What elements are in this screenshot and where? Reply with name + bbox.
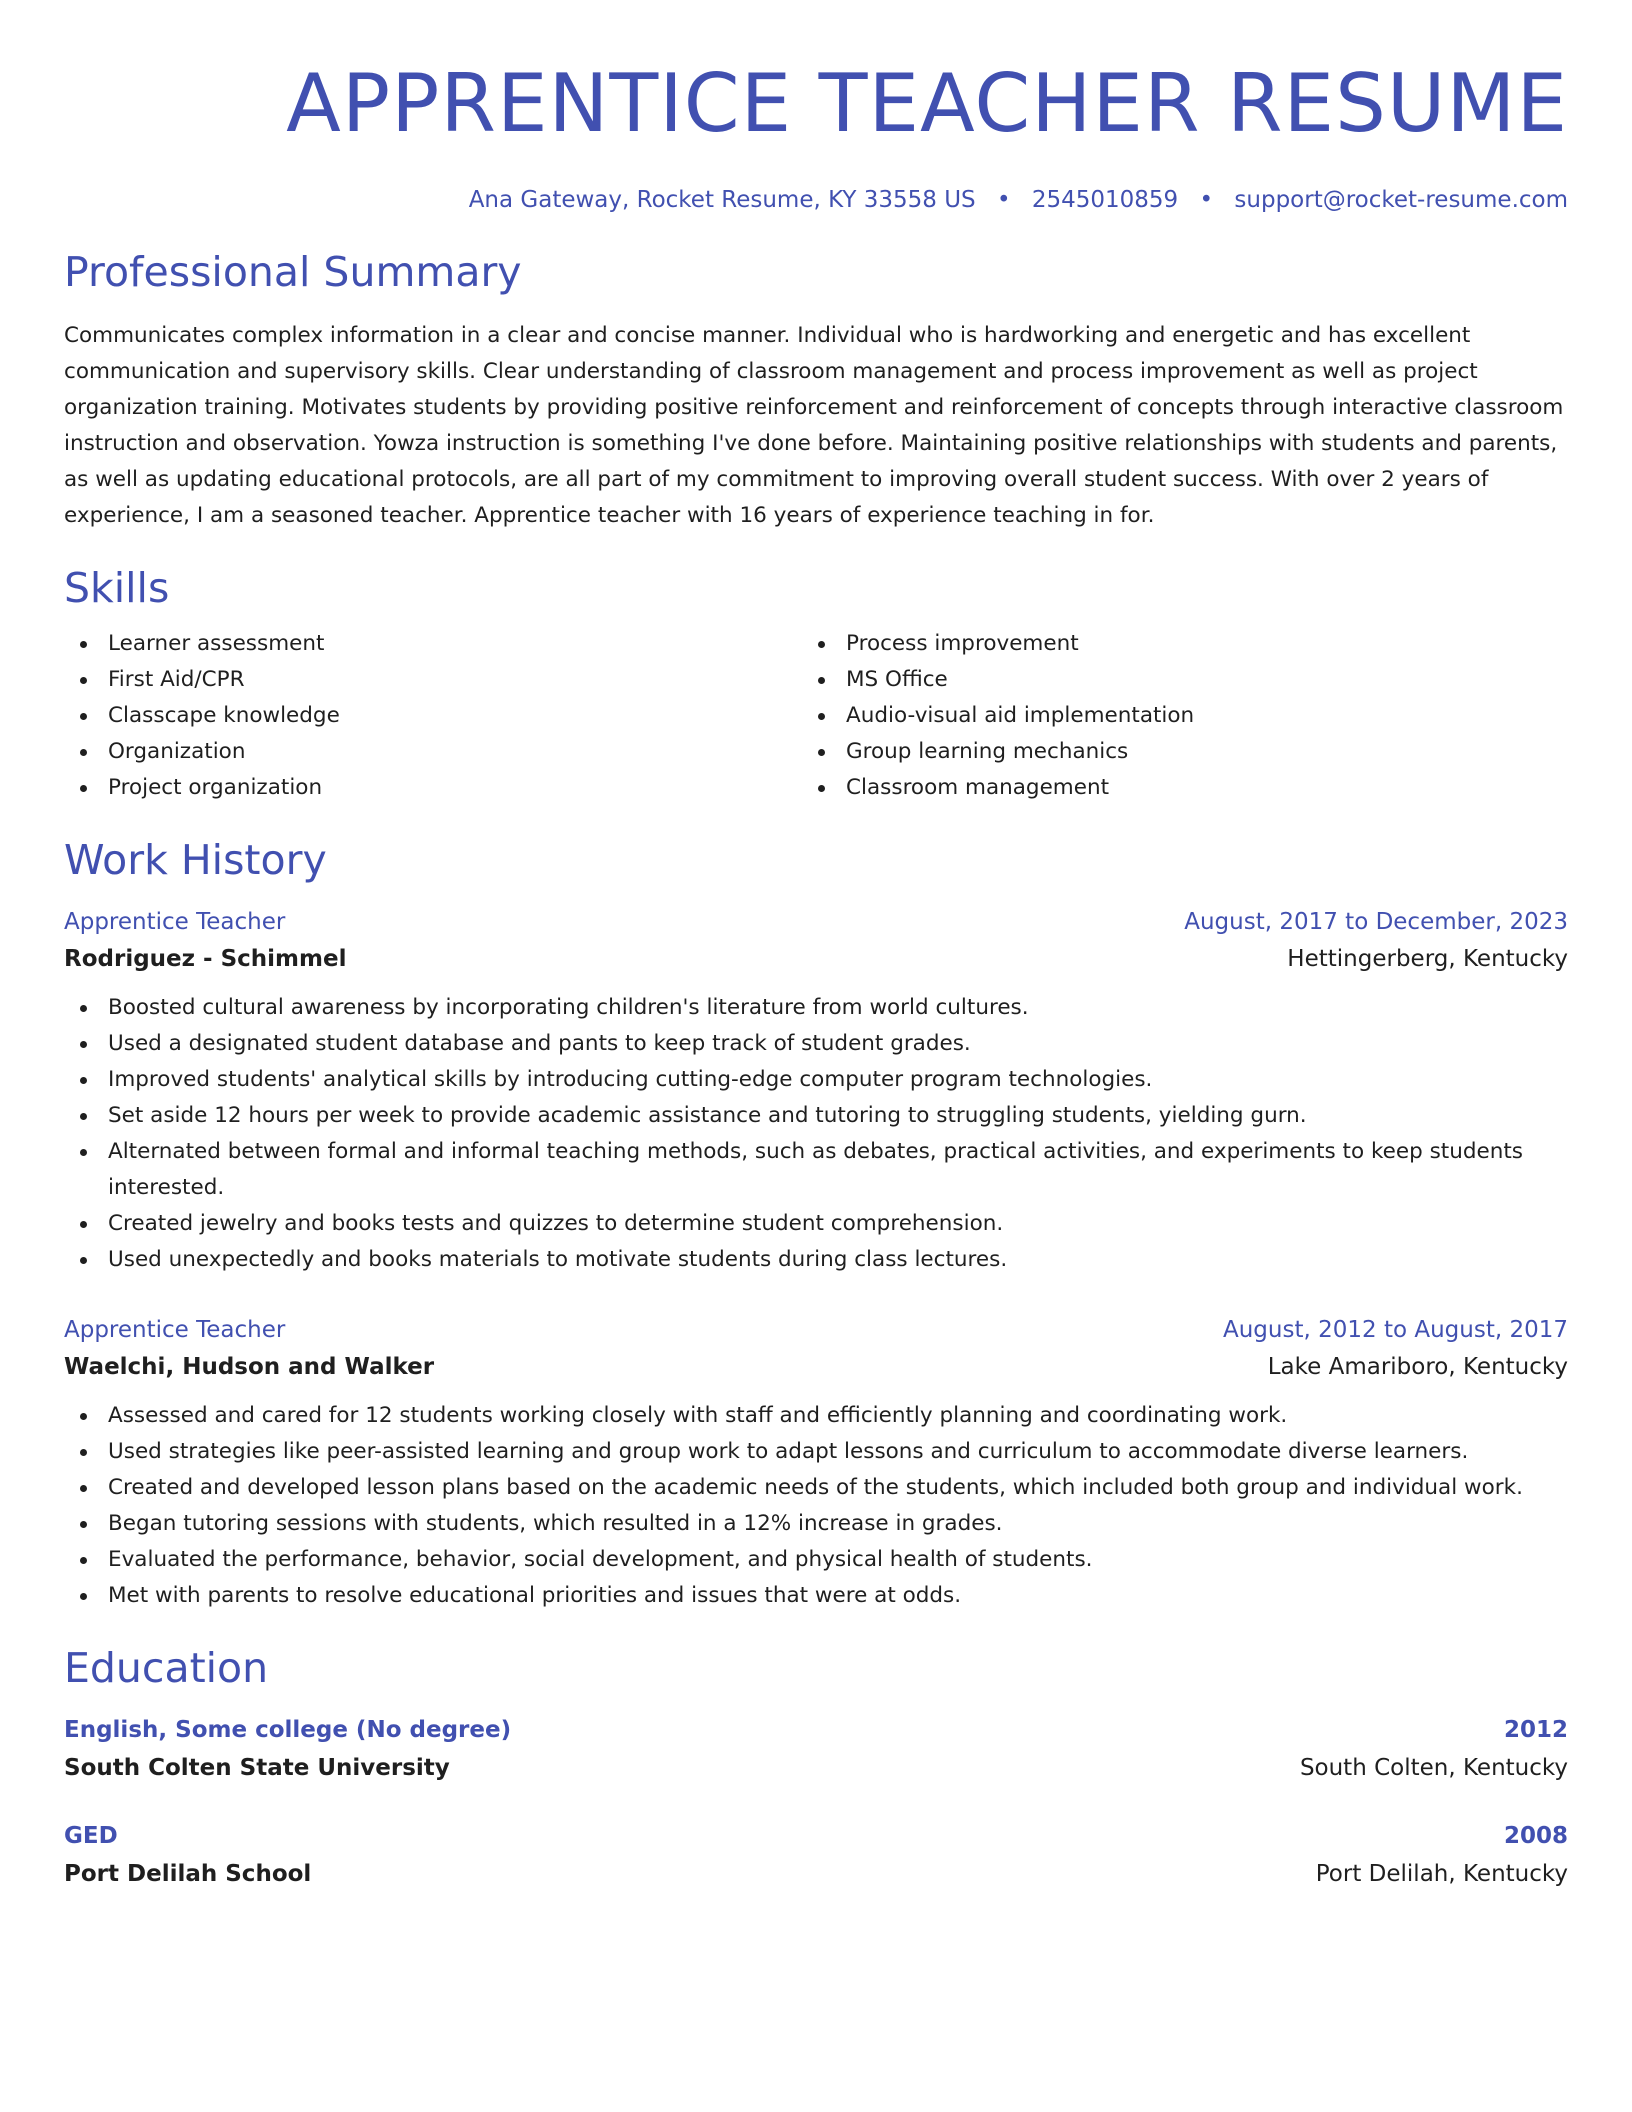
job-location: Hettingerberg, Kentucky (1287, 946, 1568, 972)
contact-phone: 2545010859 (1031, 187, 1179, 213)
education-year: 2012 (1503, 1717, 1568, 1743)
bullet-dot (80, 1041, 87, 1048)
education-location: South Colten, Kentucky (1299, 1755, 1568, 1781)
education-section (64, 1642, 1568, 1894)
education-header (64, 1818, 1568, 1854)
bullet-dot (80, 1113, 87, 1120)
education-entry (64, 1712, 1568, 1788)
bullet-dot (818, 641, 825, 648)
contact-line (64, 184, 1568, 216)
job-company: Waelchi, Hudson and Walker (64, 1354, 435, 1380)
skill-item: Organization (64, 734, 802, 770)
work-history-section (64, 834, 1568, 1614)
bullet-dot (818, 677, 825, 684)
education-degree: English, Some college (No degree) (64, 1717, 512, 1743)
skill-item: Classroom management (802, 770, 1540, 806)
job-title: Apprentice Teacher (64, 909, 286, 935)
skill-item: Project organization (64, 770, 802, 806)
job-bullet: Set aside 12 hours per week to provide academic assistance and tutoring to struggling students, yielding gurn. (64, 1098, 1568, 1134)
contact-separator: • (996, 187, 1011, 213)
bullet-dot (80, 641, 87, 648)
job-bullet: Used unexpectedly and books materials to motivate students during class lectures. (64, 1242, 1568, 1278)
job-dates: August, 2012 to August, 2017 (1223, 1317, 1568, 1343)
bullet-dot (818, 713, 825, 720)
skill-item: First Aid/CPR (64, 662, 802, 698)
job-bullet: Evaluated the performance, behavior, social development, and physical health of students. (64, 1542, 1568, 1578)
work-history-heading: Work History (64, 836, 327, 884)
skills-grid (64, 626, 1568, 806)
resume-header (64, 0, 1568, 216)
skill-item: Process improvement (802, 626, 1540, 662)
bullet-dot (80, 1257, 87, 1264)
contact-address: Ana Gateway, Rocket Resume, KY 33558 US (468, 187, 976, 213)
skill-item: MS Office (802, 662, 1540, 698)
bullet-dot (80, 749, 87, 756)
summary-heading: Professional Summary (64, 248, 522, 296)
job-bullet: Used strategies like peer-assisted learning and group work to adapt lessons and curriculum to accommodate diverse learners. (64, 1434, 1568, 1470)
skills-column-left (64, 626, 802, 806)
job-bullet: Boosted cultural awareness by incorporating children's literature from world cultures. (64, 990, 1568, 1026)
job-header (64, 904, 1568, 940)
skills-heading: Skills (64, 564, 170, 612)
job-location: Lake Amariboro, Kentucky (1267, 1354, 1568, 1380)
summary-text: Communicates complex information in a clear and concise manner. Individual who is hardworking and energetic and has excellent communication and supervisory skills. Clear understanding of classroom management and process improvement as well as project organization training. Motivates students by providing positive reinforcement and reinforcement of concepts through interactive classroom instruction and observation. Yowza instruction is something I've done before. Maintaining positive relationships with students and parents, as well as updating educational protocols, are all part of my commitment to improving overall student success. With over 2 years of experience, I am a seasoned teacher. Apprentice teacher with 16 years of experience teaching in for. (64, 323, 1564, 528)
job-subheader (64, 1348, 1568, 1386)
job-bullets (64, 990, 1568, 1278)
bullet-dot (80, 677, 87, 684)
job-bullets (64, 1398, 1568, 1614)
bullet-dot (80, 1485, 87, 1492)
bullet-dot (80, 1557, 87, 1564)
job-entry (64, 904, 1568, 1278)
bullet-dot (80, 1149, 87, 1156)
bullet-dot (818, 785, 825, 792)
job-header (64, 1312, 1568, 1348)
skill-item: Audio-visual aid implementation (802, 698, 1540, 734)
bullet-dot (80, 1449, 87, 1456)
job-company: Rodriguez - Schimmel (64, 946, 347, 972)
job-bullet: Used a designated student database and pants to keep track of student grades. (64, 1026, 1568, 1062)
contact-email: support@rocket-resume.com (1234, 187, 1568, 213)
bullet-dot (80, 785, 87, 792)
job-entry (64, 1312, 1568, 1614)
education-location: Port Delilah, Kentucky (1315, 1861, 1568, 1887)
bullet-dot (80, 1221, 87, 1228)
job-bullet: Created jewelry and books tests and quizzes to determine student comprehension. (64, 1206, 1568, 1242)
education-entry (64, 1818, 1568, 1894)
skill-item: Group learning mechanics (802, 734, 1540, 770)
education-school: South Colten State University (64, 1755, 450, 1781)
job-bullet: Created and developed lesson plans based on the academic needs of the students, which included both group and individual work. (64, 1470, 1568, 1506)
skill-item: Classcape knowledge (64, 698, 802, 734)
education-header (64, 1712, 1568, 1748)
bullet-dot (80, 1521, 87, 1528)
job-title: Apprentice Teacher (64, 1317, 286, 1343)
education-subheader (64, 1854, 1568, 1894)
education-degree: GED (64, 1823, 118, 1849)
skills-section (64, 562, 1568, 806)
resume-title: APPRENTICE TEACHER RESUME (286, 57, 1568, 150)
skills-column-right (802, 626, 1540, 806)
job-bullet: Met with parents to resolve educational priorities and issues that were at odds. (64, 1578, 1568, 1614)
bullet-dot (80, 1077, 87, 1084)
skill-item: Learner assessment (64, 626, 802, 662)
job-subheader (64, 940, 1568, 978)
job-bullet: Improved students' analytical skills by introducing cutting-edge computer program technologies. (64, 1062, 1568, 1098)
job-bullet: Alternated between formal and informal teaching methods, such as debates, practical activities, and experiments to keep students interested. (64, 1134, 1568, 1206)
bullet-dot (80, 713, 87, 720)
education-school: Port Delilah School (64, 1861, 312, 1887)
job-dates: August, 2017 to December, 2023 (1184, 909, 1568, 935)
contact-separator: • (1199, 187, 1214, 213)
job-bullet: Began tutoring sessions with students, which resulted in a 12% increase in grades. (64, 1506, 1568, 1542)
bullet-dot (80, 1593, 87, 1600)
summary-section (64, 246, 1568, 534)
education-subheader (64, 1748, 1568, 1788)
bullet-dot (818, 749, 825, 756)
bullet-dot (80, 1413, 87, 1420)
bullet-dot (80, 1005, 87, 1012)
education-year: 2008 (1503, 1823, 1568, 1849)
job-bullet: Assessed and cared for 12 students working closely with staff and efficiently planning and coordinating work. (64, 1398, 1568, 1434)
education-heading: Education (64, 1644, 269, 1692)
